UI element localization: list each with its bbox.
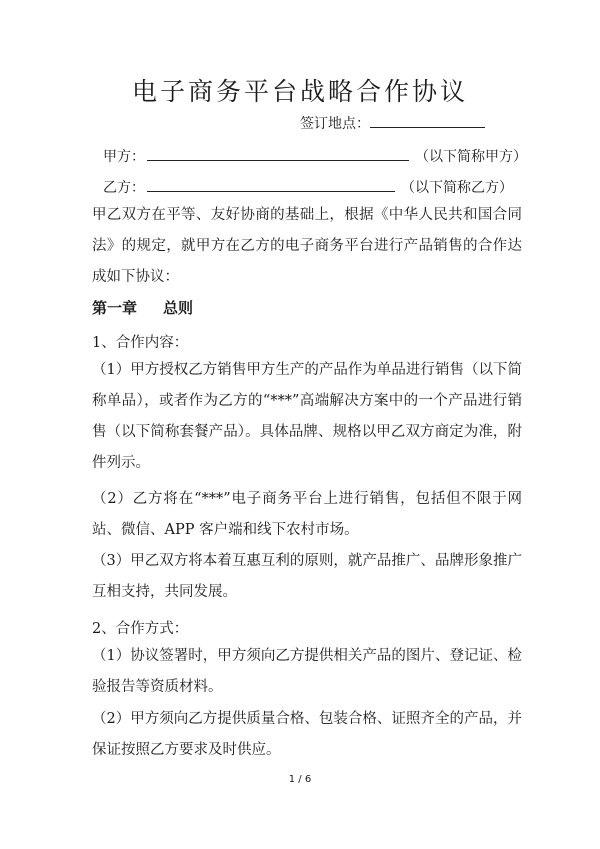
clause-paragraph: （2）甲方须向乙方提供质量合格、包装合格、证照齐全的产品，并保证按照乙方要求及时供应。 bbox=[92, 711, 522, 758]
party-a-note: （以下简称甲方） bbox=[415, 149, 527, 165]
page-title: 电子商务平台战略合作协议 bbox=[131, 77, 468, 106]
party-b-line bbox=[103, 177, 513, 197]
party-b-note: （以下简称乙方） bbox=[401, 180, 513, 196]
chapter-name: 总则 bbox=[163, 299, 194, 317]
party-b-label: 乙方： bbox=[103, 180, 145, 196]
party-a-line bbox=[103, 146, 527, 166]
page-number: 1 / 6 bbox=[288, 774, 312, 785]
chapter-heading bbox=[92, 297, 193, 318]
clause-paragraph: （3）甲乙双方将本着互惠互利的原则，就产品推广、品牌形象推广互相支持，共同发展。 bbox=[92, 553, 522, 600]
party-a-blank bbox=[147, 146, 409, 161]
section-heading: 2、合作方式： bbox=[92, 621, 189, 637]
signing-place-blank bbox=[370, 113, 485, 128]
clause-paragraph: （1）协议签署时，甲方须向乙方提供相关产品的图片、登记证、检验报告等资质材料。 bbox=[92, 648, 522, 695]
clause-paragraph: （2）乙方将在“***”电子商务平台上进行销售，包括但不限于网站、微信、APP 客户端和线下农村市场。 bbox=[92, 491, 522, 538]
party-b-blank bbox=[147, 177, 395, 192]
party-a-label: 甲方： bbox=[103, 149, 145, 165]
clause-paragraph: （1）甲方授权乙方销售甲方生产的产品作为单品进行销售（以下简称单品），或者作为乙方的“***”高端解决方案中的一个产品进行销售（以下简称套餐产品）。具体品牌、规格以甲乙双方商定为准，附件列示。 bbox=[92, 362, 522, 471]
signing-place bbox=[300, 113, 485, 133]
section-heading: 1、合作内容： bbox=[92, 335, 189, 351]
signing-place-label: 签订地点： bbox=[300, 116, 370, 132]
chapter-number: 第一章 bbox=[92, 299, 138, 317]
intro-paragraph: 甲乙双方在平等、友好协商的基础上，根据《中华人民共和国合同法》的规定，就甲方在乙方的电子商务平台进行产品销售的合作达成如下协议： bbox=[92, 207, 522, 285]
